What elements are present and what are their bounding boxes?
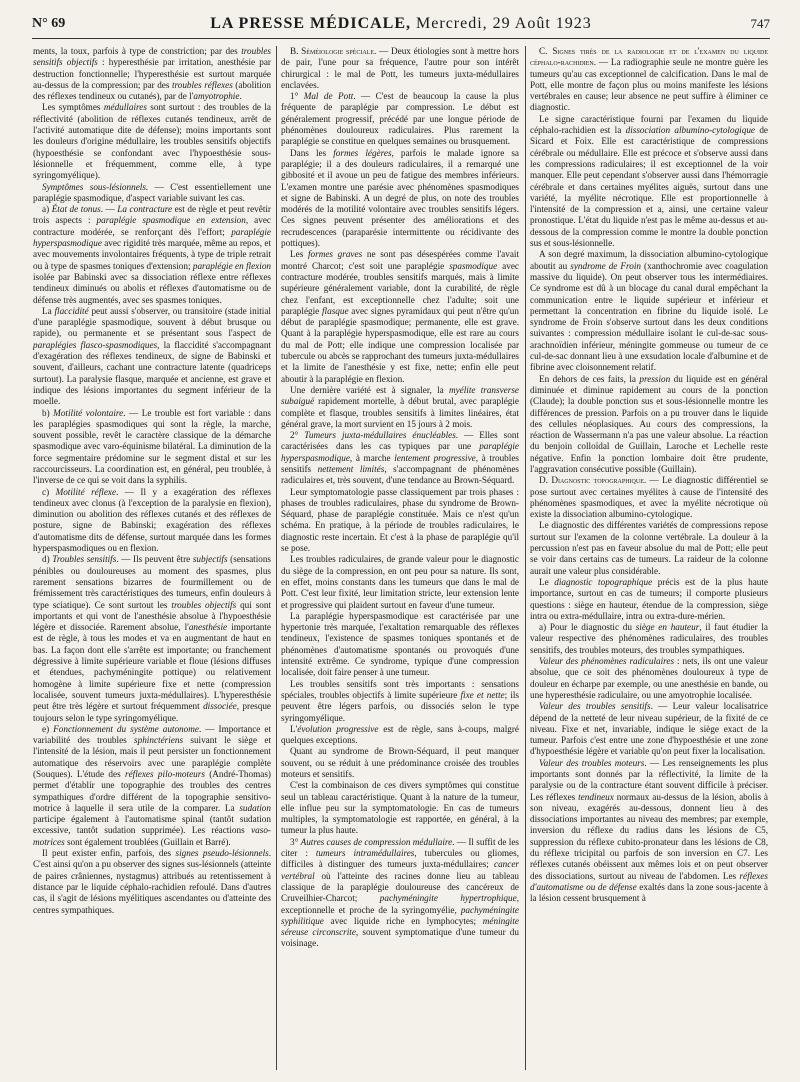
text-run: avec contracture modérée, troubles sensitifs marqués, mais à limite supérieure généralement variable, dont la curabilité, de règle chez l'enfant, est exceptionnelle chez l'adulte; soit une paraplégie — [281, 260, 519, 316]
text-run: c) — [42, 486, 56, 497]
emphasis-text: nettement limités — [317, 463, 385, 474]
text-run: : hyperesthésie par irritation, anesthésie par destruction fonctionnelle; l'hyperesthésie est surtout marquée au-dessus de la compression; par des — [33, 57, 271, 90]
paragraph — [33, 724, 271, 848]
paragraph — [281, 679, 519, 724]
text-run: B. — [290, 46, 302, 56]
emphasis-text: sudation — [239, 802, 271, 813]
text-run: Dans les — [290, 147, 334, 158]
emphasis-text: formes graves — [307, 249, 363, 260]
text-run: , presque toujours selon le type syringomyélique. — [33, 701, 271, 723]
text-run: . — Le diagnostic différentiel se pose surtout avec certaines myélites à cause de l'intensité des phénomènes spasmodiques, et avec la myélite nécrotique où existe la dissociation albumino-cytologique. — [530, 475, 768, 520]
text-run: exaltés dans la zone sous-jacente à la lésion cessent brusquement à — [530, 881, 768, 904]
text-run: Les symptômes — [42, 102, 104, 113]
text-run: ; ils peuvent être légers parfois, ou dissociés selon le type syringomyélique. — [281, 689, 519, 723]
text-run: , exceptionnelle et proche de la syringomyélie, — [281, 893, 519, 915]
paragraph — [33, 182, 271, 205]
emphasis-text: Valeur des troubles sensitifs — [539, 701, 651, 712]
text-run: , la flaccidité s'accompagnant d'exagération des réflexes tendineux, de signe de Babinski et souvent, d'ailleurs, cachant une contracture latente (quadriceps surtout). La paralysie flasque, marquée et ancienne, est grave et indique des lésions importantes du segment inférieur de la moelle. — [33, 339, 271, 407]
paragraph — [530, 374, 768, 476]
text-run: suivant le siège et l'intensité de la lésion, mais il peut persister un fonctionnement automatique des réservoirs avec une paraplégie complète (Souques). L'étude des — [33, 735, 271, 779]
emphasis-text: myélite transverse subaiguë — [281, 384, 519, 407]
text-column-3 — [530, 46, 768, 1076]
text-run: , s'accompagnant de phénomènes radiculaires et, très souvent, d'une tendance au Brown-Séquard. — [281, 463, 519, 486]
text-run: (abolition des réflexes tendineux ou cutanés), par de l' — [33, 79, 271, 102]
paragraph — [33, 46, 271, 102]
text-run: L' — [290, 723, 298, 734]
emphasis-text: fixe et nette — [460, 689, 505, 700]
emphasis-text: cancer vertébral — [281, 859, 519, 881]
emphasis-text: Valeur des phénomènes radiculaires — [539, 656, 675, 667]
column-divider-1 — [276, 46, 277, 1070]
text-run: (sensations pénibles ou douloureuses au moment des spasmes, plus rarement sensations bizarres de fourmillement ou de frémissement très caractéristiques des tumeurs, enfin douleurs à type sciatique). Ce sont surtout les — [33, 554, 271, 610]
emphasis-text: Mal de Pott — [303, 91, 354, 102]
emphasis-text: amyotrophie — [193, 91, 240, 102]
text-run: Les — [290, 249, 308, 260]
text-run: , il faut étudier la valeur respective des phénomènes radiculaires, des troubles sensitifs, des troubles moteurs, des troubles sympathiques. — [530, 622, 768, 655]
text-run: précis est de la plus haute importance, surtout en cas de tumeurs; il comporte plusieurs questions : siège en hauteur, étendue de la compression, siège intra ou extra-médullaire, intra ou extra-dure-mérien. — [530, 576, 768, 621]
text-run: . — C'est de beaucoup la cause la plus fréquente de paraplégie par compression. Le début est généralement progressif, précédé par une longue période de phénomènes douloureux radiculaires. Plus rarement la paraplégie se constitue en quelques semaines ou brusquement. — [281, 91, 519, 147]
text-run: qui sont importants et qui vont de l'anesthésie absolue à l'hypoesthésie légère et dissociée. Rarement absolue, l' — [33, 599, 271, 633]
emphasis-text: État de tonus — [51, 204, 101, 215]
paragraph — [530, 520, 768, 576]
emphasis-text: Symptômes sous-lésionnels. — [42, 181, 149, 192]
paragraph — [281, 487, 519, 555]
text-run: C'est la combinaison de ces divers symptômes qui constitue seul un tableau caractéristique. Quant à la nature de la tumeur, elle influe peu sur la symptomatologie. En cas de tumeurs multiples, la symptomatologie est rapportée, en général, à la tumeur la plus haute. — [281, 780, 519, 836]
text-run: e) — [42, 723, 54, 734]
paragraph — [33, 204, 271, 306]
text-run: . — — [100, 204, 118, 215]
text-run: , avec contracture modérée, se renforçant dès l'effort; — [33, 215, 271, 237]
emphasis-text: troubles objectifs — [171, 599, 237, 610]
text-run: (André-Thomas) permet d'établir une topographie des troubles des centres sympathiques d'ordre différent de la topographie sensitivo-motrice à laquelle il sera utile de la comparer. La — [33, 769, 271, 813]
paragraph — [530, 249, 768, 373]
text-run: avec liquide riche en lymphocytes; — [323, 915, 483, 926]
page-number: 747 — [750, 16, 770, 31]
emphasis-text: lentement progressive — [394, 452, 476, 463]
emphasis-text: pression — [639, 373, 671, 384]
text-run: La — [42, 305, 55, 316]
section-heading: Signes tirés de la radiologie et de l'examen du liquide céphalo-rachidien — [530, 46, 768, 68]
text-run: . — Deux étiologies sont à mettre hors de pair, l'une pour sa fréquence, l'autre pour son intérêt chirurgical : le mal de Pott, les tumeurs juxta-médullaires enclavées. — [281, 46, 519, 90]
emphasis-text: médullaires — [103, 102, 147, 113]
text-run: , tubercules ou gliomes, difficiles à distinguer des tumeurs juxta-médullaires; — [281, 848, 519, 870]
emphasis-text: subjectifs — [192, 554, 228, 565]
paragraph — [281, 746, 519, 780]
paragraph — [281, 148, 519, 250]
paragraph — [530, 114, 768, 250]
text-run: . — [239, 91, 242, 102]
paragraph — [281, 837, 519, 950]
paragraph — [530, 758, 768, 905]
paragraph — [33, 306, 271, 408]
emphasis-text: pachyméningite hypertrophique — [379, 893, 517, 904]
emphasis-text: Valeur des troubles moteurs — [539, 757, 645, 768]
text-run: de Sicard et Foix. Elle est caractéristique de compressions cérébrale ou médullaire. Elle est précoce et s'observe aussi dans les compressions radiculaires; il est exceptionnel de la voir manquer. Elle peut cependant s'observer aussi dans l'hémorragie cérébrale et dans certaines myélites aiguës, surtout dans une variété, la myélite nécrotique. Elle est proportionnelle à l'intensité de la compression et a, ainsi, une certaine valeur pronostique. L'état du liquide n'est pas le même au-dessus et au-dessous de la compression comme le montre la double ponction sus et sous-lésionnelle. — [530, 125, 768, 249]
paragraph — [33, 848, 271, 916]
header-rule — [32, 38, 770, 39]
paragraph — [530, 46, 768, 114]
text-run: . — Les renseignements les plus importants sont donnés par la réflectivité, la limite de la paralysie ou de la contracture étant souvent difficile à préciser. Les réflexes — [530, 757, 768, 802]
text-run: normaux au-dessus de la lésion, abolis à son niveau, exagérés au-dessous, donnent lieu à des dissociations importantes au niveau des membres; par exemple, inversion du réflexe du radius dans les lésions de C5, suppression du réflexe cubito-pronateur dans les lésions de C8, du réflexe tricipital ou parfois de son inversion en C7. Les réflexes cutanés obéissent aux mêmes lois et on peut observer des dissociations, surtout au niveau de l'abdomen. Les — [530, 791, 768, 881]
text-run: 2° — [290, 430, 305, 441]
emphasis-text: paraplégies flasco-spasmodiques — [33, 339, 158, 350]
emphasis-text: paraplégie hyperspasmodique — [33, 226, 271, 249]
text-run: ne sont pas désespérées comme l'avait montré Charcot; c'est soit une paraplégie — [281, 249, 519, 271]
text-run: sont surtout : des troubles de la réflectivité (abolition de réflexes cutanés tendineux, arrêt de l'activité automatique dite de défense); moins importants sont les douleurs d'origine médullaire, les troubles sensitifs objectifs (hypoesthésie se confondant avec l'hypoesthésie sous-lésionnelle et fréquemment, comme elle, à type syringomyélique). — [33, 102, 271, 181]
emphasis-text: sphinctériens — [134, 735, 184, 746]
paragraph — [530, 577, 768, 622]
text-run: peut aussi s'observer, ou transitoire (stade initial d'une paraplégie spasmodique, souvent à début brusque ou rapide), ou permanente et se présentant sous l'aspect de — [33, 305, 271, 339]
text-run: , souvent symptomatique d'une tumeur du voisinage. — [281, 927, 519, 949]
paragraph — [281, 385, 519, 430]
text-run: , à marche — [349, 452, 395, 463]
text-run: — C'est essentiellement une paraplégie spasmodique, d'aspect variable suivant les cas. — [33, 181, 271, 203]
text-run: . — Il y a exagération des réflexes tendineux avec clonus (à l'exception de la paralysie en flexion), diminution ou abolition des réflexes cutanés et des réflexes de posture, signe de Babinski; exagération des réflexes d'automatisme dits de défense, surtout marquée dans les formes hyperspasmodiques ou en flexion. — [33, 486, 271, 554]
text-run: rapidement mortelle, à début brutal, avec paraplégie complète et flasque, troubles sensitifs à limites linéaires, état général grave, la mort survient en 15 jours à 2 mois. — [281, 396, 519, 429]
paragraph — [33, 102, 271, 181]
page-header — [32, 14, 770, 36]
column-divider-2 — [525, 46, 526, 1070]
paragraph — [530, 622, 768, 656]
text-run: . — Importance et variabilité des troubles — [33, 723, 271, 746]
text-run: . — Elles sont caractérisées dans les cas typiques par une — [281, 430, 519, 452]
emphasis-text: paraplégie hyperspasmodique — [281, 441, 519, 463]
emphasis-text: Autres causes de compression médullaire — [300, 836, 453, 847]
emphasis-text: réflexes d'automatisme ou de défense — [530, 870, 768, 892]
journal-name: LA PRESSE MÉDICALE, — [210, 15, 412, 32]
emphasis-text: tendineux — [578, 791, 614, 802]
emphasis-text: siège en hauteur — [635, 622, 700, 633]
emphasis-text: dissociation albumino-cytologique — [625, 125, 755, 136]
text-run: est de règle et peut revêtir trois aspects : — [33, 204, 271, 226]
emphasis-text: tumeurs intramédullaires — [315, 848, 415, 859]
text-run: . — La radiographie seule ne montre guère les tumeurs qu'au cas exceptionnel de calcification. Dans le mal de Pott, elle montre de façon plus ou moins manifeste les lésions vertébrales en cause; leur absence ne peut suffire à éliminer ce diagnostic. — [530, 57, 768, 113]
emphasis-text: Motilité réflexe — [55, 486, 117, 497]
text-run: (xanthochromie avec coagulation massive du liquide). On peut observer tous les intermédiaires. Ce syndrome est dû à un blocage du canal dural empêchant la communication entre le liquide supérieur et inférieur et permettant la concentration en fibrine du liquide isolé. Le syndrome de Froin s'observe surtout dans les deux conditions suivantes : compression médullaire isolant le cul-de-sac sous-arachnoïdien inférieur, méningite gommeuse ou tumeur de ce cul-de-sac donnant lieu à une exsudation locale d'albumine et de fibrine avec cloisonnement relatif. — [530, 260, 768, 373]
emphasis-text: spasmodique — [449, 260, 498, 271]
text-run: participe également à l'automatisme spinal (tantôt sudation excessive, tantôt sudation supprimée). Les réactions — [33, 814, 271, 836]
emphasis-text: évolution progressive — [297, 723, 379, 734]
section-heading: Séméiologie spéciale — [301, 46, 375, 56]
emphasis-text: Motilité volontaire — [53, 407, 124, 418]
text-run: où l'atteinte des racines donne lieu au tableau classique de la paraplégie douloureuse des cancéreux de Cruveilhier-Charcot; — [281, 870, 519, 904]
emphasis-text: syndrome de Froin — [570, 260, 642, 271]
paragraph — [281, 430, 519, 486]
emphasis-text: flaccidité — [54, 305, 89, 316]
paragraph — [33, 487, 271, 555]
emphasis-text: dissociée — [203, 701, 237, 712]
paragraph — [281, 724, 519, 747]
text-run: 3° — [290, 836, 301, 847]
paragraph — [33, 554, 271, 723]
text-run: , parfois le malade ignore sa paraplégie; il a des douleurs radiculaires, il a remarqué une gibbosité et il avoue un peu de fatigue des membres inférieurs. L'examen montre une parésie avec phénomènes spasmodiques et signe de Babinski. A un degré de plus, on note des troubles modérés de la motilité volontaire avec troubles sensitifs légers. Ces signes peuvent présenter des améliorations et des recrudescences (paraparésie intermittente ou récidivante des pottiques). — [281, 147, 519, 249]
paragraph — [530, 475, 768, 520]
emphasis-text: signes pseudo-lésionnels — [175, 848, 269, 859]
paragraph — [281, 780, 519, 836]
emphasis-text: Fonctionnement du système autonome — [53, 723, 199, 734]
paragraph — [530, 656, 768, 701]
text-run: . — Il suffit de les citer : — [281, 836, 519, 859]
issue-number: N° 69 — [32, 16, 66, 31]
text-run: Quant au syndrome de Brown-Séquard, il peut manquer souvent, ou se réduit à une prédominance croisée des troubles moteurs et sensitifs. — [281, 746, 519, 779]
journal-title-line — [32, 15, 770, 33]
emphasis-text: La contracture — [117, 204, 173, 215]
text-column-1 — [33, 46, 271, 1076]
text-run: Leur symptomatologie passe classiquement par trois phases : phases de troubles radiculaires, phase du syndrome de Brown-Séquard, phase de paraplégie constituée. Mais ce n'est qu'un schéma. En pratique, à la période de troubles radiculaires, le diagnostic reste incertain. Et c'est à la phase de paraplégie qu'il se pose. — [281, 486, 519, 554]
text-run: est de règle, sans à-coups, malgré quelques exceptions. — [281, 723, 519, 746]
paragraph — [281, 249, 519, 385]
paragraph — [530, 701, 768, 757]
text-run: a) — [42, 204, 52, 215]
text-run: Le diagnostic des différentes variétés de compressions repose surtout sur l'examen de la colonne vertébrale. La douleur à la percussion n'est pas en faveur absolue du mal de Pott; elle peut se voir dans certains cas de tumeurs. La raideur de la colonne aurait une valeur plus considérable. — [530, 520, 768, 576]
text-run: . — Ils peuvent être — [116, 554, 193, 565]
text-run: b) — [42, 407, 54, 418]
emphasis-text: anesthésie — [188, 622, 228, 633]
emphasis-text: Tumeurs juxta-médullaires énucléables — [304, 430, 456, 441]
text-run: ments, la toux, parfois à type de constriction; par des — [33, 46, 242, 56]
publication-date: Mercredi, 29 Août 1923 — [416, 15, 592, 32]
text-run: d) — [42, 554, 53, 565]
paragraph — [281, 46, 519, 91]
paragraph — [281, 91, 519, 147]
text-run: Le — [539, 576, 555, 587]
text-run: 1° — [290, 91, 304, 102]
paragraph — [281, 554, 519, 610]
text-run: A son degré maximum, la dissociation albumino-cytologique aboutit au — [530, 249, 768, 271]
text-run: a) Pour le diagnostic du — [539, 622, 636, 633]
text-run: Le signe caractéristique fourni par l'examen du liquide céphalo-rachidien est la — [530, 113, 768, 136]
text-run: avec signes pyramidaux qui peut n'être qu'un début de paraplégie spasmodique; permanente, elle est grave. Quant à la paraplégie hyperspasmodique, elle est rare au cours du mal de Pott; elle indique une compression localisée par tubercule ou abcès se rapprochant des tumeurs juxta-médullaires et la limite de l'anesthésie y est fixe, nette; enfin elle peut aboutir à la paraplégie en flexion. — [281, 305, 519, 384]
emphasis-text: paraplégie en flexion — [192, 260, 271, 271]
text-run: isolée par Babinski avec sa dissociation réflexe entre réflexes tendineux diminués ou abolis et réflexes d'automatisme ou de défense très augmentés, avec ses spasmes toniques. — [33, 271, 271, 305]
text-run: En dehors de ces faits, la — [539, 373, 640, 384]
paragraph — [281, 611, 519, 679]
text-run: La paraplégie hyperspasmodique est caractérisée par une hypertonie très marquée, l'exaltation remarquable des réflexes tendineux, l'existence de spasmes toniques spontanés et de phénomènes d'automatisme spontanés ou provoqués d'une intensité extrême. Ce syndrome, typique d'une compression localisée, doit faire penser à une tumeur. — [281, 610, 519, 678]
emphasis-text: Troubles sensitifs — [52, 554, 117, 565]
text-run: du liquide est en général diminuée et diminue rapidement au cours de la ponction (Claude); la double ponction sus et sous-lésionnelle montre les différences de pression. Parfois on a pu trouver dans le liquide des cellules néoplasiques. Au cours des compressions, la réaction de Wassermann n'a pas une valeur absolue. La réaction du benjoin colloïdal de Guillain, Laroche et Lechelle reste négative. Enfin la ponction lombaire doit être prudente, l'aggravation consécutive possible (Guillain). — [530, 373, 768, 474]
text-run: , à troubles sensitifs — [281, 452, 519, 474]
text-run: : nets, ils ont une valeur absolue, que ce soit des phénomènes douloureux à type de douleur en écharpe par exemple, ou une anesthésie en bande, ou une hyperesthésie radiculaire, ou une amyotrophie localisée. — [530, 656, 768, 700]
emphasis-text: méningite séreuse circonscrite — [281, 915, 519, 938]
text-run: sont également troublées (Guillain et Barré). — [64, 836, 231, 847]
text-run: . — Le trouble est fort variable : dans les paraplégies spasmodiques qui sont la règle, la marche, souvent possible, revêt le caractère classique de la démarche spasmodique avec varo-équinisme bilatéral. La diminution de la force segmentaire prédomine sur le segment distal et sur les raccourcisseurs. La coordination est, en général, peu troublée, à l'inverse de ce qui se voit dans la syphilis. — [33, 407, 271, 486]
emphasis-text: paraplégie spasmodique en extension — [96, 215, 246, 226]
text-run: importante est de règle, à tous les modes et va en augmentant de haut en bas. La façon dont elle s'arrête est importante; ou franchement dégressive à limite supérieure variable et floue (lésions diffuses et étendues, pachyméningite pottique) ou relativement homogène à limite supérieure fixe et nette (compression localisée, souvent tumeurs juxta-médullaires). L'hyperesthésie peut être très légère et surtout fréquemment — [33, 622, 271, 712]
emphasis-text: troubles réflexes — [171, 79, 233, 90]
text-run: . C'est ainsi qu'on a pu observer des signes sus-lésionnels (atteinte de paires crâniennes, nystagmus) attribués au retentissement à distance par le liquide céphalo-rachidien refoulé. Dans d'autres cas, il s'agit de lésions myélitiques ascendantes ou d'atteinte des centres sympathiques. — [33, 848, 271, 915]
emphasis-text: réflexes pilo-moteurs — [125, 769, 205, 779]
emphasis-text: vaso-motrices — [33, 825, 271, 847]
text-column-2 — [281, 46, 519, 1076]
text-run: C. — [539, 46, 553, 56]
emphasis-text: diagnostic topographique — [554, 576, 653, 587]
paragraph — [33, 408, 271, 487]
text-run: D. — [539, 475, 552, 486]
emphasis-text: pachyméningite syphilitique — [281, 904, 519, 926]
emphasis-text: flasque — [322, 305, 349, 316]
emphasis-text: troubles sensitifs objectifs — [33, 46, 271, 68]
text-run: Les troubles sensitifs sont très importants : sensations spéciales, troubles objectifs à limite supérieure — [281, 678, 519, 700]
emphasis-text: formes légères — [333, 147, 392, 158]
text-run: Une dernière variété est à signaler, la — [290, 384, 449, 395]
text-run: avec rigidité très marquée, même au repos, et avec mouvements involontaires fréquents, à type de triple retrait ou à type de spasmes toniques d'extension; — [33, 238, 271, 271]
section-heading: Diagnostic topographique — [551, 475, 644, 486]
text-run: Les troubles radiculaires, de grande valeur pour le diagnostic du siège de la compression, en ont peu pour sa nature. Ils sont, en effet, moins constants dans les tumeurs que dans le mal de Pott. C'est leur fixité, leur limitation stricte, leur extension lente et progressive qui plaident surtout en faveur d'une tumeur. — [281, 554, 519, 610]
text-run: . — Leur valeur localisatrice dépend de la netteté de leur niveau supérieur, de la fixité de ce niveau. Fixe et net, invariable, indique le siège exact de la tumeur. Parfois c'est entre une zone d'hypoesthésie et une zone d'hypoesthésie légère et variable qu'on peut fixer la localisation. — [530, 701, 768, 757]
text-run: Il peut exister enfin, parfois, des — [42, 848, 176, 859]
